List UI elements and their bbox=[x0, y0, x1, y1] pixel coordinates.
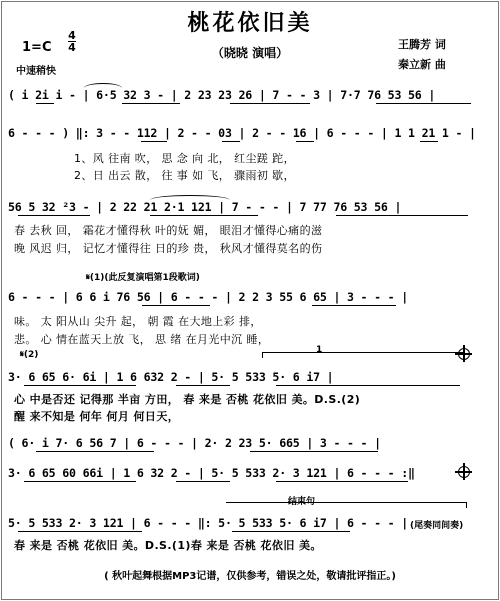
beam-underline bbox=[276, 385, 460, 386]
slur-mark bbox=[150, 195, 230, 200]
beam-underline bbox=[250, 451, 378, 452]
beam-underline bbox=[176, 481, 230, 482]
lyric-verse1-line-c: 味。 太 阳从山 尖升 起， 朝 霞 在大地上彩 排， bbox=[14, 315, 262, 328]
beam-underline bbox=[376, 103, 471, 104]
beam-underline bbox=[176, 385, 230, 386]
score-line-7: 3· 6 65 60 66i | 1 6 32 2 - | 5· 5 533 2· 3 121 | 6 - - - :‖ bbox=[8, 466, 415, 480]
lyric-chorus-line-a: 心 中是否还 记得那 半亩 方田， 春 来是 否桃 花依旧 美。D.S.(2) bbox=[14, 393, 361, 406]
coda-icon bbox=[458, 348, 470, 360]
volta-bracket-1 bbox=[262, 352, 463, 358]
ending-bracket bbox=[226, 502, 467, 508]
beam-underline bbox=[142, 305, 210, 306]
time-signature-top: 4 bbox=[68, 29, 76, 42]
lyric-verse1-line-a: 1、风 往南 吹， 思 念 向 北， 红尘蹉 跎， bbox=[74, 152, 295, 165]
score-line-4: 6 - - - | 6 6 i 76 56 | 6 - - - | 2 2 3 55 6 65 | 3 - - - | bbox=[8, 290, 409, 304]
lyric-chorus-line-b: 醒 来不知是 何年 何月 何日天， bbox=[14, 410, 180, 423]
time-signature bbox=[68, 30, 76, 53]
tempo-marking: 中速稍快 bbox=[16, 66, 56, 77]
lyric-verse2-line-a: 2、日 出云 散， 往 事 如 飞， 骤雨初 歇， bbox=[74, 169, 295, 182]
beam-underline bbox=[296, 141, 314, 142]
beam-underline bbox=[230, 103, 310, 104]
lyricist-credit: 王腾芳 词 bbox=[398, 38, 446, 51]
beam-underline bbox=[122, 103, 180, 104]
singer-credit: （晓晓 演唱） bbox=[211, 46, 289, 60]
beam-underline bbox=[276, 481, 408, 482]
ending-label: 结束句 bbox=[288, 497, 316, 507]
beam-underline bbox=[36, 451, 154, 452]
lyric-verse1-line-b: 春 去秋 回， 霜花才懂得秋 叶的妩 媚， 眼泪才懂得心痛的滋 bbox=[14, 224, 323, 237]
song-title: 桃花依旧美 bbox=[187, 11, 313, 36]
lyric-verse2-line-b: 晚 风迟 归， 记忆才懂得往 日的珍 贵， 秋风才懂得莫名的伤 bbox=[14, 242, 323, 255]
volta-1-label: 1 bbox=[316, 345, 323, 355]
beam-underline bbox=[18, 531, 142, 532]
lyric-verse2-line-c: 悲。 心 情在蓝天上放 飞， 思 绪 在月光中沉 睡， bbox=[14, 333, 270, 346]
beam-underline bbox=[312, 305, 396, 306]
beam-underline bbox=[150, 215, 258, 216]
score-line-6: ( 6· i 7· 6 56 7 | 6 - - - | 2· 2 23 5· 665 | 3 - - - | bbox=[8, 436, 381, 450]
beam-underline bbox=[336, 215, 468, 216]
key-signature: 1=C bbox=[22, 40, 52, 55]
score-line-3: 56 5 32 ²3 - | 2 22 21 2·1 121 | 7 - - - | 7 77 76 53 56 | bbox=[8, 200, 402, 214]
score-line-8: 5· 5 533 2· 3 121 | 6 - - - ‖: 5· 5 533 5· 6 i7 | 6 - - - | bbox=[8, 516, 409, 530]
score-line-1: ( i 2i i - | 6·5 32 3 - | 2 23 23 26 | 7 - - 3 | 7·7 76 53 56 | bbox=[8, 88, 436, 102]
segno-2-annotation: 𝄋(2) bbox=[20, 350, 39, 360]
score-line-2: 6 - - - ) ‖: 3 - - 112 | 2 - - 03 | 2 - - 16 | 6 - - - | 1 1 21 1 - | bbox=[8, 126, 476, 140]
beam-underline bbox=[141, 141, 167, 142]
slur-mark bbox=[84, 83, 122, 88]
beam-underline bbox=[24, 481, 136, 482]
time-signature-bottom: 4 bbox=[68, 41, 76, 54]
beam-underline bbox=[36, 103, 54, 104]
outro-note: (尾奏同间奏) bbox=[410, 521, 464, 531]
lyric-ending-line: 春 来是 否桃 花依旧 美。D.S.(1)春 来是 否桃 花依旧 美。 bbox=[14, 539, 322, 552]
beam-underline bbox=[24, 385, 136, 386]
beam-underline bbox=[232, 531, 350, 532]
composer-credit: 秦立新 曲 bbox=[398, 58, 446, 71]
beam-underline bbox=[222, 141, 240, 142]
score-line-5: 3· 6 65 6· 6i | 1 6 632 2 - | 5· 5 533 5· 6 i7 | bbox=[8, 370, 334, 384]
beam-underline bbox=[18, 215, 90, 216]
footer-note: ( 秋叶起舞根据MP3记谱，仅供参考，错误之处，敬请批评指正。) bbox=[104, 571, 396, 582]
beam-underline bbox=[420, 141, 438, 142]
segno-1-annotation: 𝄋(1)(此反复演唱第1段歌词) bbox=[86, 273, 200, 283]
coda-icon bbox=[458, 466, 470, 478]
